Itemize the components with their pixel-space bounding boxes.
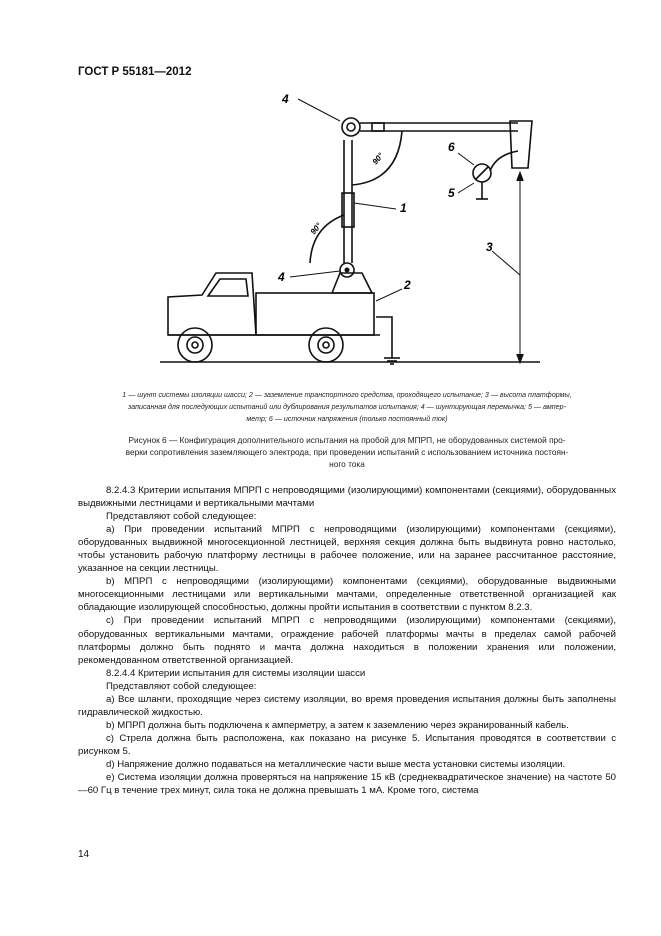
truck-cab (168, 273, 256, 335)
figure-6-diagram (140, 85, 560, 385)
paragraph: а) Все шланги, проходящие через систему изоляции, во время проведения испытания должны быть заполнены гидравлической жидкостью. (78, 693, 616, 718)
angle-label-upper: 90° (370, 151, 386, 167)
label-5: 5 (448, 186, 455, 200)
paragraph: Представляют собой следующее: (106, 680, 257, 692)
label-6: 6 (448, 140, 455, 154)
paragraph: b) МПРП с непроводящими (изолирующими) компонентами (секциями), оборудованные выдвижными многосекционными лестницами или вертикальными мачтами, определенные ответственной организацией как обладающие изолирующей способностью, должны пройти испытания в соответствии с пунктом 8.2.3. (78, 576, 616, 614)
turret (332, 273, 372, 293)
body-text (78, 484, 616, 797)
legend-line: 1 — шунт системы изоляции шасси; 2 — заземление транспортного средства, проходящего испытание; 3 — высота платформы, (122, 391, 572, 399)
label-1: 1 (400, 201, 407, 215)
legend-line: записанная для последующих испытаний или дублирования результатов испытания; 4 — шунтирующая перемычка; 5 — ампер- (128, 403, 566, 411)
platform-basket (510, 121, 532, 168)
document-header: ГОСТ Р 55181—2012 (78, 66, 192, 78)
caption-line: верки сопротивления заземляющего электрода, при проведении испытаний с использованием источника постоян- (125, 447, 569, 457)
label-4-top: 4 (282, 92, 289, 106)
paragraph: Представляют собой следующее: (106, 511, 257, 523)
truck-window (208, 279, 248, 296)
label-4-bottom: 4 (278, 270, 285, 284)
paragraph: а) При проведении испытаний МПРП с непроводящими (изолирующими) компонентами (секциями), оборудованных выдвижной многосекционной лестницей, верхняя секция должна быть выдвинута ровно настолько, чтобы установить рабочую платформу лестницы в рабочее положение, или на заранее рассчитанное расстояние, указанное на секции лестницы. (78, 524, 616, 575)
caption-line: ного тока (329, 459, 365, 469)
figure-legend (78, 389, 616, 425)
label-2: 2 (404, 278, 411, 292)
paragraph: 8.2.4.3 Критерии испытания МПРП с непроводящими (изолирующими) компонентами (секциями), оборудованных выдвижными лестницами и вертикальными мачтами (78, 485, 616, 510)
paragraph: b) МПРП должна быть подключена к амперметру, а затем к заземлению через экранированный кабель. (106, 719, 569, 731)
truck-body (256, 293, 374, 335)
angle-label-lower: 90° (308, 221, 324, 237)
label-3: 3 (486, 240, 493, 254)
paragraph: c) Стрела должна быть расположена, как показано на рисунке 5. Испытания проводятся в соответствии с рисунком 5. (78, 732, 616, 757)
caption-line: Рисунок 6 — Конфигурация дополнительного испытания на пробой для МПРП, не оборудованных системой про- (128, 435, 566, 445)
paragraph: e) Система изоляции должна проверяться на напряжение 15 кВ (среднеквадратическое значение) на частоте 50—60 Гц в течение трех минут, сила тока не должна превышать 1 мА. Кроме того, система (78, 772, 616, 797)
front-wheel (178, 328, 212, 362)
page-number: 14 (78, 849, 90, 860)
paragraph: 8.2.4.4 Критерии испытания для системы изоляции шасси (106, 667, 366, 679)
figure-caption (78, 434, 616, 470)
legend-line: метр; 6 — источник напряжения (только постоянный ток) (246, 415, 448, 423)
rear-wheel (309, 328, 343, 362)
upper-joint (342, 118, 360, 136)
paragraph: c) При проведении испытаний МПРП с непроводящими (изолирующими) компонентами (секциями), оборудованных вертикальными мачтами, ограждение рабочей платформы мачты в пределах самой рабочей платформы должно быть поднято и мачта должна находиться в положении хранения или положении, рекомендованном ответственной организацией. (78, 615, 616, 666)
paragraph: d) Напряжение должно подаваться на металлические части выше места установки системы изоляции. (106, 758, 566, 770)
